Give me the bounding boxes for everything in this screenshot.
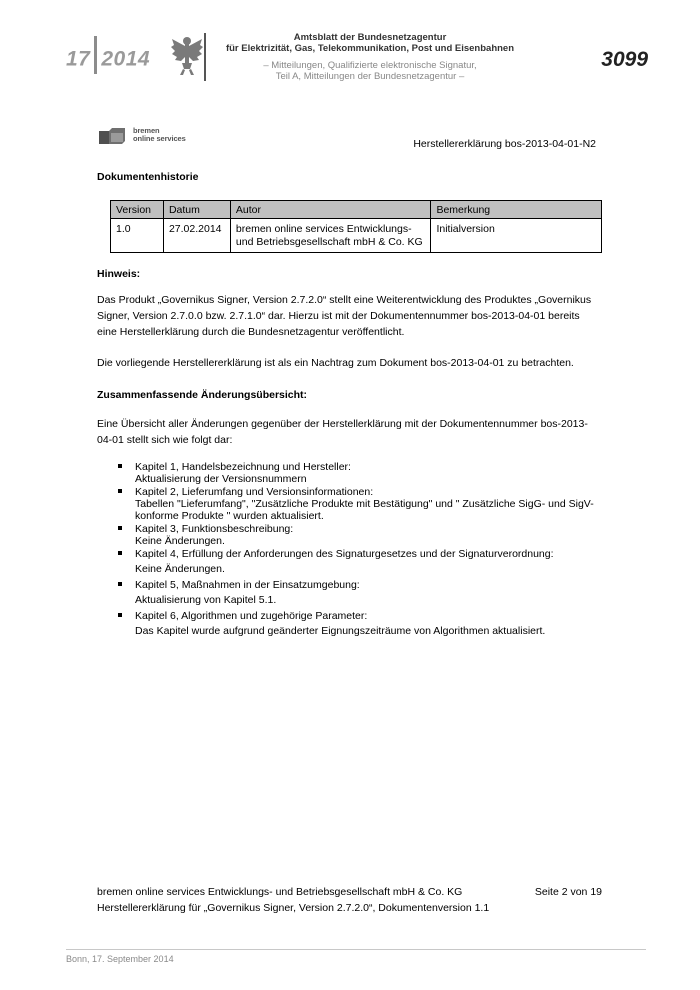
change-list [118,461,608,637]
document-history-table [110,200,602,253]
list-item-title: Kapitel 1, Handelsbezeichnung und Hersteller: [135,461,351,473]
bullet-icon [118,489,122,493]
list-item-title: Kapitel 5, Maßnahmen in der Einsatzumgebung: [135,579,360,591]
list-item-desc: Keine Änderungen. [135,535,225,547]
list-item-desc: Aktualisierung von Kapitel 5.1. [135,594,277,606]
note-p1-line2: Signer, Version 2.7.0.0 bzw. 2.7.1.0“ dar. Hierzu ist mit der Dokumentennummer bos-2013-04-01 bereits [97,310,580,322]
footer-divider [66,949,646,950]
list-item-title: Kapitel 4, Erfüllung der Anforderungen des Signaturgesetzes und der Signaturverordnung: [135,548,554,560]
summary-intro [97,416,617,448]
list-item [118,610,608,637]
header-divider [204,33,206,81]
column-header-remark: Bemerkung [431,201,602,219]
federal-eagle-icon [170,33,204,77]
list-item [118,579,608,606]
cell-author-line2: und Betriebsgesellschaft mbH & Co. KG [235,236,423,248]
list-item-desc: Tabellen "Lieferumfang", "Zusätzliche Produkte mit Bestätigung" und " Zusätzliche SigG- und SigV- [135,498,594,510]
note-paragraph-2: Die vorliegende Herstellererklärung ist als ein Nachtrag zum Dokument bos-2013-04-01 zu betrachten. [97,357,574,369]
note-heading: Hinweis: [97,268,141,280]
cell-date: 27.02.2014 [163,219,230,253]
bremen-online-services-logo-icon [97,127,127,146]
list-item-title: Kapitel 6, Algorithmen und zugehörige Parameter: [135,610,368,622]
note-p1-line3: eine Herstellerklärung durch die Bundesnetzagentur veröffentlicht. [97,326,405,338]
list-item-desc: Keine Änderungen. [135,563,225,575]
list-item [118,486,608,522]
footer-page-label: Seite 2 von 19 [534,886,602,898]
column-header-version: Version [111,201,164,219]
note-p1-line1: Das Produkt „Governikus Signer, Version 2.7.2.0“ stellt eine Weiterentwicklung des Produktes „Governikus [97,294,592,306]
footer-company: bremen online services Entwicklungs- und Betriebsgesellschaft mbH & Co. KG [97,886,463,898]
company-logo-text [133,127,186,142]
issue-label [66,46,150,74]
issue-separator [94,36,97,74]
list-item-desc: Aktualisierung der Versionsnummern [135,473,307,485]
list-item-title: Kapitel 3, Funktionsbeschreibung: [135,523,294,535]
bullet-icon [118,526,122,530]
history-heading: Dokumentenhistorie [97,171,199,183]
footer-date: Bonn, 17. September 2014 [66,954,174,964]
gazette-section-line1: – Mitteilungen, Qualifizierte elektronische Signatur, [263,60,477,71]
bullet-icon [118,582,122,586]
column-header-author: Autor [230,201,431,219]
table-row [111,219,602,253]
issue-number: 17 [66,47,91,71]
list-item [118,548,608,575]
column-header-date: Datum [163,201,230,219]
cell-version: 1.0 [111,219,164,253]
summary-intro-line1: Eine Übersicht aller Änderungen gegenüber der Herstellerklärung mit der Dokumentennummer bos-2013- [97,418,588,430]
bullet-icon [118,551,122,555]
list-item-title: Kapitel 2, Lieferumfang und Versionsinformationen: [135,486,374,498]
bullet-icon [118,613,122,617]
gazette-title: Amtsblatt der Bundesnetzagentur [293,32,447,43]
cell-author-line1: bremen online services Entwicklungs- [235,223,412,235]
logo-line-1: bremen [133,126,160,135]
table-header-row [111,201,602,219]
list-item-desc: Das Kapitel wurde aufgrund geänderter Eignungszeiträume von Algorithmen aktualisiert. [135,625,546,637]
note-paragraph-1 [97,292,617,340]
logo-line-2: online services [133,133,186,143]
issue-year: 2014 [101,47,151,71]
summary-heading: Zusammenfassende Änderungsübersicht: [97,389,308,401]
page-number: 3099 [601,48,648,71]
gazette-subtitle: für Elektrizität, Gas, Telekommunikation, Post und Eisenbahnen [225,43,515,54]
gazette-section-line2: Teil A, Mitteilungen der Bundesnetzagentur – [275,71,465,82]
footer-document-line: Herstellererklärung für „Governikus Signer, Version 2.7.2.0“, Dokumentenversion 1.1 [97,902,490,914]
list-item-desc: konforme Produkte " wurden aktualisiert. [135,510,324,522]
list-item [118,461,608,485]
cell-remark: Initialversion [431,219,602,253]
cell-author [230,219,431,253]
summary-intro-line2: 04-01 stellt sich wie folgt dar: [97,434,233,446]
document-reference: Herstellererklärung bos-2013-04-01-N2 [413,138,596,150]
list-item [118,523,608,547]
bullet-icon [118,464,122,468]
